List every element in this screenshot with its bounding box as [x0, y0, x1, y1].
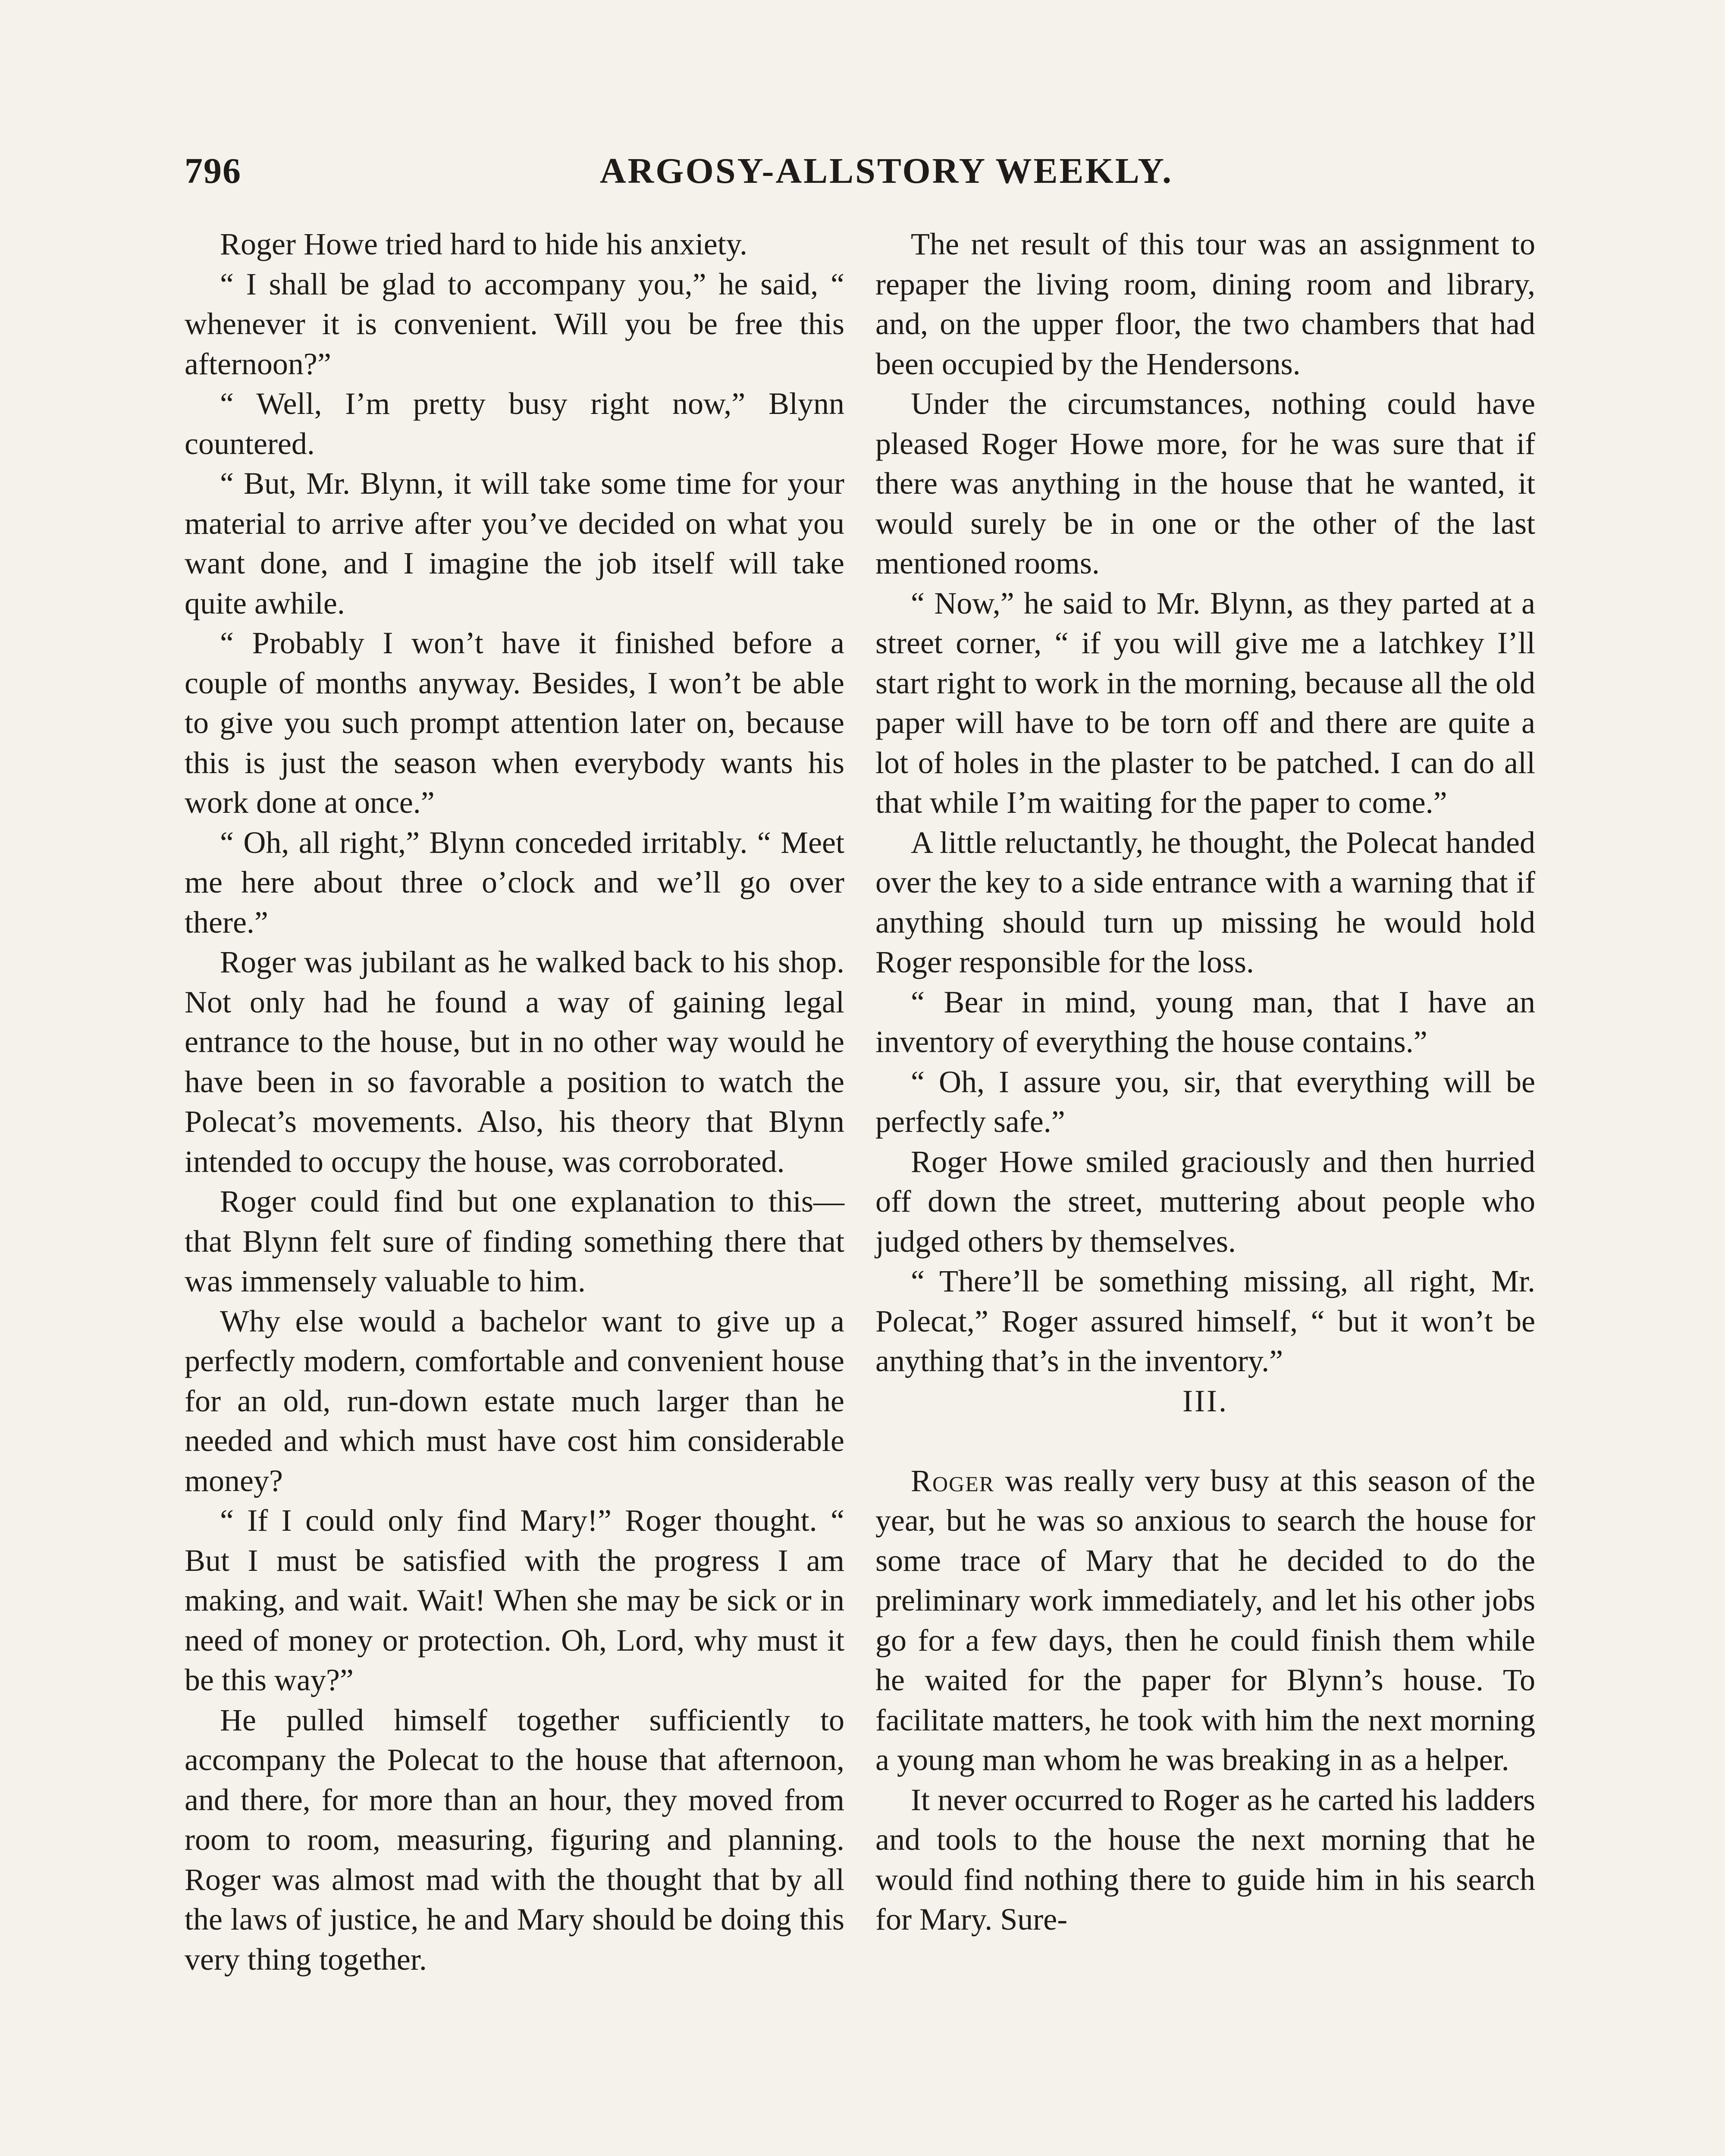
paragraph: The net result of this tour was an assignment to repaper the living room, dining room and library, and, on the upper floor, the two chambers that had been occupied by the Hendersons.: [875, 227, 1535, 381]
paragraph: “ If I could only find Mary!” Roger thought. “ But I must be satisfied with the progress I am making, and wait. Wait! When she may be sick or in need of money or protection. Oh, Lord, why must it be this way?”: [185, 1503, 844, 1697]
paragraph: “ Bear in mind, young man, that I have an inventory of everything the house contains.”: [875, 984, 1535, 1059]
left-column: [185, 224, 844, 1979]
paragraph: Roger was jubilant as he walked back to his shop. Not only had he found a way of gaining legal entrance to the house, but in no other way would he have been in so favorable a position to watch the Polecat’s movements. Also, his theory that Blynn intended to occupy the house, was corroborated.: [185, 945, 844, 1179]
section-heading: III.: [1182, 1383, 1228, 1418]
paragraph: “ I shall be glad to accompany you,” he said, “ whenever it is convenient. Will you be free this afternoon?”: [185, 266, 844, 381]
section-first-rest: was really very busy at this season of the year, but he was so anxious to search the house for some trace of Mary that he decided to do the preliminary work immediately, and let his other jobs go for a few days, then he could finish them while he waited for the paper for Blynn’s house. To facilitate matters, he took with him the next morning a young man whom he was breaking in as a helper.: [875, 1463, 1535, 1777]
section-opening-paragraph: [875, 1461, 1535, 1780]
page-header: [185, 137, 1537, 197]
paragraph: Why else would a bachelor want to give up a perfectly modern, comfortable and convenient house for an old, run-down estate much larger than he needed and which must have cost him considerable money?: [185, 1304, 844, 1498]
paragraph: Roger Howe tried hard to hide his anxiety.: [220, 227, 748, 261]
paragraph: He pulled himself together sufficiently to accompany the Polecat to the house that afternoon, and there, for more than an hour, they moved from room to room, measuring, figuring and planning. Roger was almost mad with the thought that by all the laws of justice, he and Mary should be doing this very thing together.: [185, 1702, 844, 1977]
paragraph: “ But, Mr. Blynn, it will take some time for your material to arrive after you’ve decided on what you want done, and I imagine the job itself will take quite awhile.: [185, 466, 844, 620]
paragraph: It never occurred to Roger as he carted his ladders and tools to the house the next morning that he would find nothing there to guide him in his search for Mary. Sure-: [875, 1782, 1535, 1937]
paragraph: “ Oh, all right,” Blynn conceded irritably. “ Meet me here about three o’clock and we’ll go over there.”: [185, 825, 844, 940]
paragraph: Roger could find but one explanation to this—that Blynn felt sure of finding something there that was immensely valuable to him.: [185, 1184, 844, 1298]
paragraph: “ There’ll be something missing, all right, Mr. Polecat,” Roger assured himself, “ but it won’t be anything that’s in the inventory.”: [875, 1264, 1535, 1378]
paragraph: “ Probably I won’t have it finished before a couple of months anyway. Besides, I won’t be able to give you such prompt attention later on, because this is just the season when everybody wants his work done at once.”: [185, 626, 844, 820]
page-number: 796: [185, 151, 242, 191]
right-column: [875, 224, 1535, 1940]
section-first-word: Roger: [911, 1463, 995, 1498]
running-head: ARGOSY-ALLSTORY WEEKLY.: [599, 151, 1173, 191]
paragraph: A little reluctantly, he thought, the Polecat handed over the key to a side entrance with a warning that if anything should turn up missing he would hold Roger responsible for the loss.: [875, 825, 1535, 979]
paragraph: “ Now,” he said to Mr. Blynn, as they parted at a street corner, “ if you will give me a latchkey I’ll start right to work in the morning, because all the old paper will have to be torn off and there are quite a lot of holes in the plaster to be patched. I can do all that while I’m waiting for the paper to come.”: [875, 586, 1535, 820]
paragraph: “ Oh, I assure you, sir, that everything will be perfectly safe.”: [875, 1064, 1535, 1139]
paragraph: Under the circumstances, nothing could have pleased Roger Howe more, for he was sure that if there was anything in the house that he wanted, it would surely be in one or the other of the last mentioned rooms.: [875, 386, 1535, 580]
paragraph: Roger Howe smiled graciously and then hurried off down the street, muttering about people who judged others by themselves.: [875, 1144, 1535, 1259]
paragraph: “ Well, I’m pretty busy right now,” Blynn countered.: [185, 386, 844, 461]
